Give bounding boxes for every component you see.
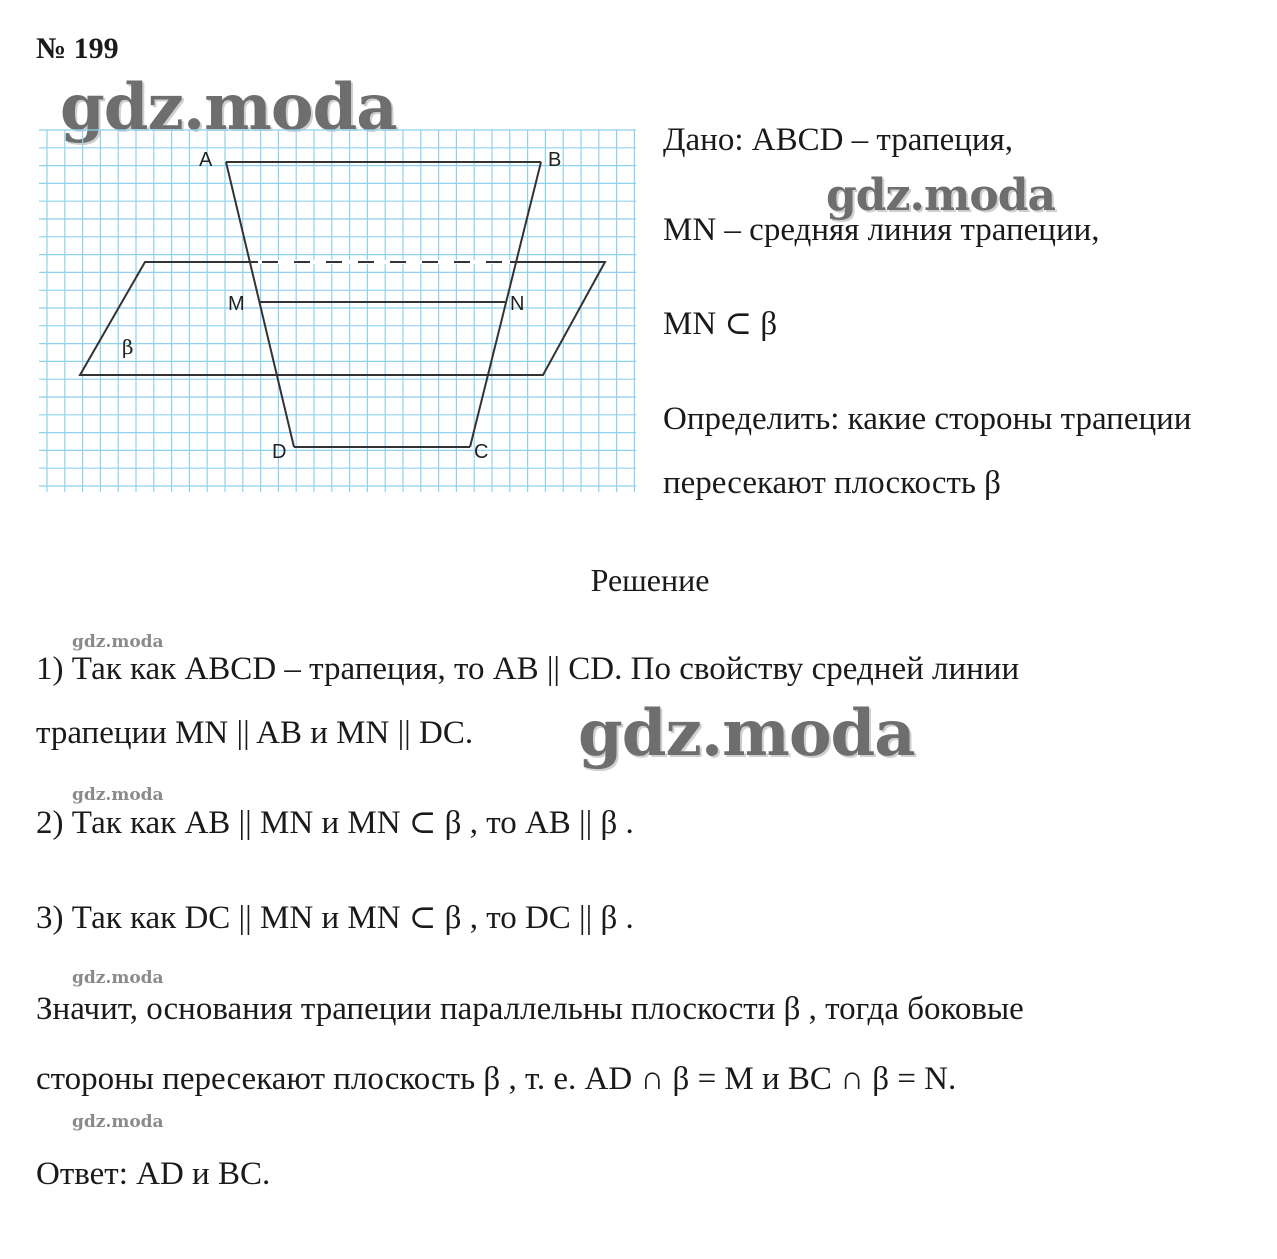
watermark-small: gdz.moda xyxy=(72,632,164,652)
trapezoid-figure xyxy=(0,110,640,500)
step-1a: 1) Так как ABCD – трапеция, то AB || CD. По свойству средней линии xyxy=(36,651,1020,687)
point-a: A xyxy=(199,149,213,171)
conclusion-b: стороны пересекают плоскость β , т. е. AD ∩ β = M и BC ∩ β = N. xyxy=(36,1061,957,1097)
conclusion-a: Значит, основания трапеции параллельны плоскости β , тогда боковые xyxy=(36,991,1024,1027)
plane-label: β xyxy=(122,335,134,359)
point-c: C xyxy=(474,441,489,463)
answer: Ответ: AD и BC. xyxy=(36,1156,271,1192)
solution-heading: Решение xyxy=(590,562,710,598)
given-line-2: MN – средняя линия трапеции, xyxy=(663,212,1100,248)
point-d: D xyxy=(272,441,287,463)
given-line-3: MN ⊂ β xyxy=(663,306,778,342)
point-m: M xyxy=(228,293,245,315)
segment-bc xyxy=(470,162,541,447)
step-3: 3) Так как DC || MN и MN ⊂ β , то DC || β . xyxy=(36,900,634,936)
watermark-small: gdz.moda xyxy=(72,968,164,988)
point-b: B xyxy=(548,149,562,171)
step-1b: трапеции MN || AB и MN || DC. xyxy=(36,715,474,751)
given-line-4: Определить: какие стороны трапеции xyxy=(663,401,1192,437)
step-2: 2) Так как AB || MN и MN ⊂ β , то AB || β . xyxy=(36,805,634,841)
plane-beta xyxy=(80,262,605,375)
watermark: gdz.moda xyxy=(578,696,915,771)
watermark-small: gdz.moda xyxy=(72,785,164,805)
watermark-small: gdz.moda xyxy=(72,1112,164,1132)
given-line-1: Дано: ABCD – трапеция, xyxy=(663,122,1014,158)
given-line-5: пересекают плоскость β xyxy=(663,465,1001,501)
problem-number: № 199 xyxy=(36,32,119,65)
watermark: gdz.moda xyxy=(60,70,397,145)
point-n: N xyxy=(510,293,525,315)
grid xyxy=(39,130,636,492)
watermark: gdz.moda xyxy=(826,170,1056,221)
